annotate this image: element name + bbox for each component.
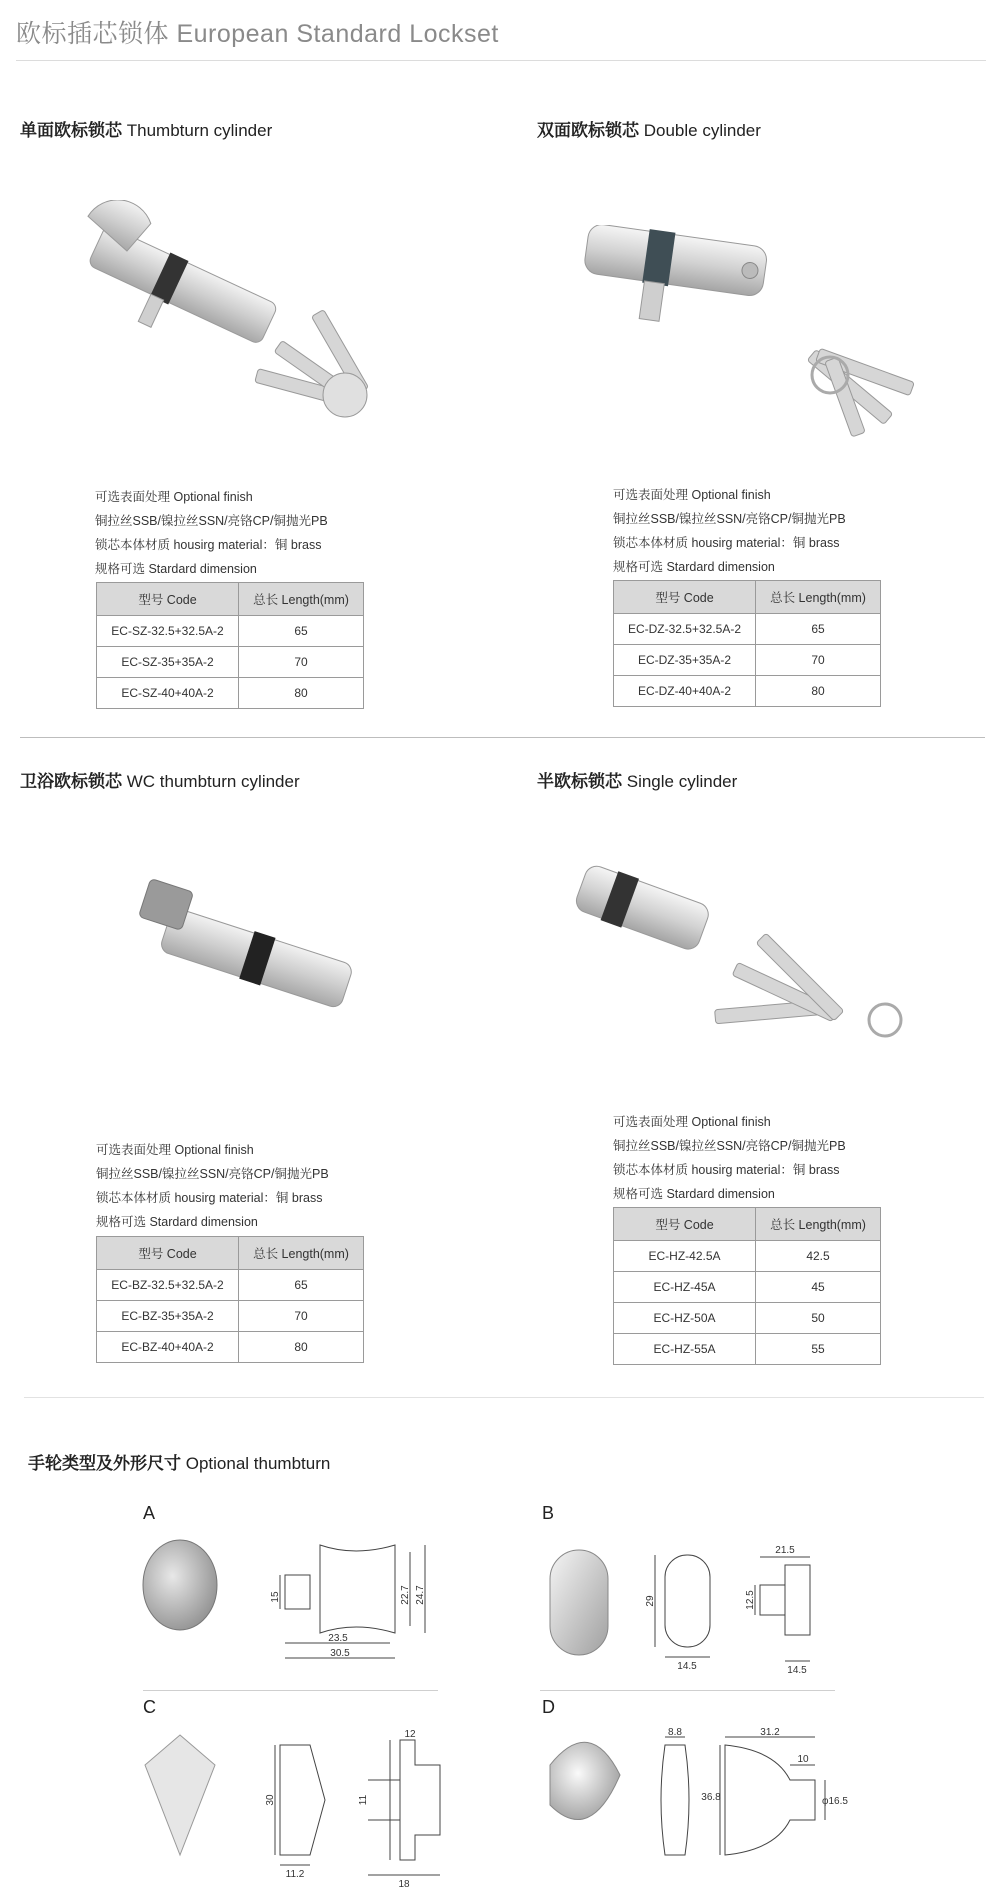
option-d-drawing (535, 1725, 865, 1890)
cell-code: EC-DZ-32.5+32.5A-2 (614, 614, 756, 645)
option-label-b: B (542, 1503, 555, 1523)
finish-options: 铜拉丝SSB/镍拉丝SSN/亮铬CP/铜抛光PB (96, 1167, 329, 1181)
spec-table-wc (96, 1236, 364, 1363)
cell-code: EC-BZ-40+40A-2 (97, 1332, 239, 1363)
wc-cylinder-image (120, 870, 360, 1050)
cell-code: EC-BZ-35+35A-2 (97, 1301, 239, 1332)
spec-block-thumbturn (95, 485, 328, 581)
material-value: 铜 brass (792, 1163, 840, 1177)
section-title-wc (20, 767, 300, 792)
section-title-thumbturn (20, 116, 272, 141)
col-header-length: 总长 Length(mm) (756, 581, 881, 614)
table-header (97, 583, 364, 616)
divider (16, 60, 986, 61)
divider (20, 737, 985, 738)
dim-b-5: 14.5 (787, 1665, 807, 1675)
section-title-single (537, 767, 737, 792)
dimension-drawing-b (655, 1555, 810, 1661)
dim-a-5: 24.7 (415, 1585, 426, 1605)
option-c-drawing (140, 1725, 450, 1890)
knob-c-photo (145, 1735, 215, 1855)
cell-code: EC-BZ-32.5+32.5A-2 (97, 1270, 239, 1301)
divider (540, 1690, 835, 1691)
table-row (97, 616, 364, 647)
finish-title: 可选表面处理 Optional finish (96, 1143, 254, 1157)
cell-code: EC-HZ-50A (614, 1303, 756, 1334)
divider (143, 1690, 438, 1691)
table-header (614, 581, 881, 614)
cell-length: 70 (239, 647, 364, 678)
dim-d-2: 36.8 (701, 1792, 721, 1803)
section-title-en: Double cylinder (643, 121, 761, 140)
finish-title: 可选表面处理 Optional finish (613, 488, 771, 502)
thumbturn-cylinder-image (55, 200, 425, 460)
option-a-drawing (140, 1535, 450, 1675)
table-row (97, 1301, 364, 1332)
col-header-code: 型号 Code (97, 1237, 239, 1270)
cell-length: 80 (756, 676, 881, 707)
col-header-length: 总长 Length(mm) (756, 1208, 881, 1241)
spec-block-double (613, 483, 846, 579)
table-row (614, 1334, 881, 1365)
col-header-length: 总长 Length(mm) (239, 1237, 364, 1270)
section-title-thumbturn-options (28, 1449, 330, 1474)
dim-c-1: 30 (265, 1794, 276, 1806)
section-title-en: Thumbturn cylinder (126, 121, 273, 140)
cell-length: 50 (756, 1303, 881, 1334)
cell-length: 45 (756, 1272, 881, 1303)
table-row (614, 1241, 881, 1272)
material-value: 铜 brass (275, 1191, 323, 1205)
dimension-drawing-c (275, 1740, 440, 1875)
material-value: 铜 brass (274, 538, 322, 552)
dim-a-4: 22.7 (400, 1585, 411, 1605)
col-header-code: 型号 Code (614, 581, 756, 614)
section-title-zh: 半欧标锁芯 (537, 772, 622, 791)
cell-length: 70 (239, 1301, 364, 1332)
dim-c-3: 12 (404, 1729, 416, 1740)
cell-code: EC-DZ-35+35A-2 (614, 645, 756, 676)
knob-d-photo (550, 1742, 620, 1819)
table-row (614, 1303, 881, 1334)
cell-code: EC-HZ-55A (614, 1334, 756, 1365)
section-title-en: Single cylinder (626, 772, 738, 791)
dimension-title: 规格可选 Stardard dimension (96, 1215, 258, 1229)
spec-block-wc (96, 1138, 329, 1234)
cell-code: EC-SZ-32.5+32.5A-2 (97, 616, 239, 647)
col-header-code: 型号 Code (614, 1208, 756, 1241)
cell-length: 80 (239, 678, 364, 709)
dim-d-3: 31.2 (760, 1727, 780, 1738)
single-cylinder-image (565, 865, 935, 1065)
dim-b-3: 21.5 (775, 1545, 795, 1556)
table-header (97, 1237, 364, 1270)
option-b-drawing (535, 1535, 865, 1675)
dim-b-4: 12.5 (745, 1590, 756, 1610)
material-line (96, 1186, 329, 1210)
finish-options: 铜拉丝SSB/镍拉丝SSN/亮铬CP/铜抛光PB (613, 1139, 846, 1153)
cell-code: EC-SZ-40+40A-2 (97, 678, 239, 709)
cell-length: 42.5 (756, 1241, 881, 1272)
material-line (613, 531, 846, 555)
material-line (613, 1158, 846, 1182)
dim-c-5: 18 (398, 1879, 410, 1890)
option-label-c: C (143, 1697, 156, 1717)
finish-options: 铜拉丝SSB/镍拉丝SSN/亮铬CP/铜抛光PB (95, 514, 328, 528)
table-row (614, 676, 881, 707)
table-row (614, 1272, 881, 1303)
cell-length: 65 (239, 1270, 364, 1301)
table-row (614, 645, 881, 676)
table-header (614, 1208, 881, 1241)
col-header-code: 型号 Code (97, 583, 239, 616)
cell-code: EC-HZ-42.5A (614, 1241, 756, 1272)
section-title-en: WC thumbturn cylinder (126, 772, 300, 791)
material-label: 锁芯本体材质 housirg material： (613, 536, 793, 550)
dim-d-5: φ16.5 (822, 1796, 848, 1807)
material-label: 锁芯本体材质 housirg material： (95, 538, 275, 552)
finish-options: 铜拉丝SSB/镍拉丝SSN/亮铬CP/铜抛光PB (613, 512, 846, 526)
section-title-en: Optional thumbturn (185, 1454, 331, 1473)
table-row (97, 1332, 364, 1363)
knob-a-photo (143, 1540, 217, 1630)
dim-a-2: 23.5 (328, 1633, 348, 1644)
section-title-zh: 卫浴欧标锁芯 (20, 772, 122, 791)
divider (24, 1397, 984, 1398)
cell-length: 80 (239, 1332, 364, 1363)
material-label: 锁芯本体材质 housirg material： (613, 1163, 793, 1177)
dim-b-1: 29 (645, 1595, 656, 1607)
dim-a-1: 15 (270, 1591, 281, 1603)
dimension-title: 规格可选 Stardard dimension (613, 1187, 775, 1201)
cell-length: 70 (756, 645, 881, 676)
section-title-zh: 双面欧标锁芯 (537, 121, 639, 140)
dimension-title: 规格可选 Stardard dimension (95, 562, 257, 576)
cell-code: EC-DZ-40+40A-2 (614, 676, 756, 707)
cell-code: EC-HZ-45A (614, 1272, 756, 1303)
dim-c-2: 11.2 (285, 1869, 305, 1880)
section-title-zh: 手轮类型及外形尺寸 (28, 1454, 181, 1473)
cell-length: 65 (239, 616, 364, 647)
material-value: 铜 brass (792, 536, 840, 550)
double-cylinder-image (575, 225, 955, 465)
col-header-length: 总长 Length(mm) (239, 583, 364, 616)
table-row (97, 647, 364, 678)
spec-table-double (613, 580, 881, 707)
table-row (614, 614, 881, 645)
table-row (97, 678, 364, 709)
page-title: 欧标插芯锁体 European Standard Lockset (16, 20, 499, 48)
spec-table-single (613, 1207, 881, 1365)
dim-d-1: 8.8 (668, 1727, 682, 1738)
finish-title: 可选表面处理 Optional finish (613, 1115, 771, 1129)
finish-title: 可选表面处理 Optional finish (95, 490, 253, 504)
option-label-a: A (143, 1503, 156, 1523)
table-row (97, 1270, 364, 1301)
material-line (95, 533, 328, 557)
knob-b-photo (550, 1550, 608, 1655)
dim-b-2: 14.5 (677, 1661, 697, 1672)
cell-code: EC-SZ-35+35A-2 (97, 647, 239, 678)
spec-table-thumbturn (96, 582, 364, 709)
dim-c-4: 11 (358, 1794, 369, 1806)
dimension-title: 规格可选 Stardard dimension (613, 560, 775, 574)
option-label-d: D (542, 1697, 555, 1717)
section-title-double (537, 116, 761, 141)
material-label: 锁芯本体材质 housirg material： (96, 1191, 276, 1205)
spec-block-single (613, 1110, 846, 1206)
cell-length: 65 (756, 614, 881, 645)
section-title-zh: 单面欧标锁芯 (20, 121, 122, 140)
dim-d-4: 10 (797, 1754, 809, 1765)
cell-length: 55 (756, 1334, 881, 1365)
dim-a-3: 30.5 (330, 1648, 350, 1659)
